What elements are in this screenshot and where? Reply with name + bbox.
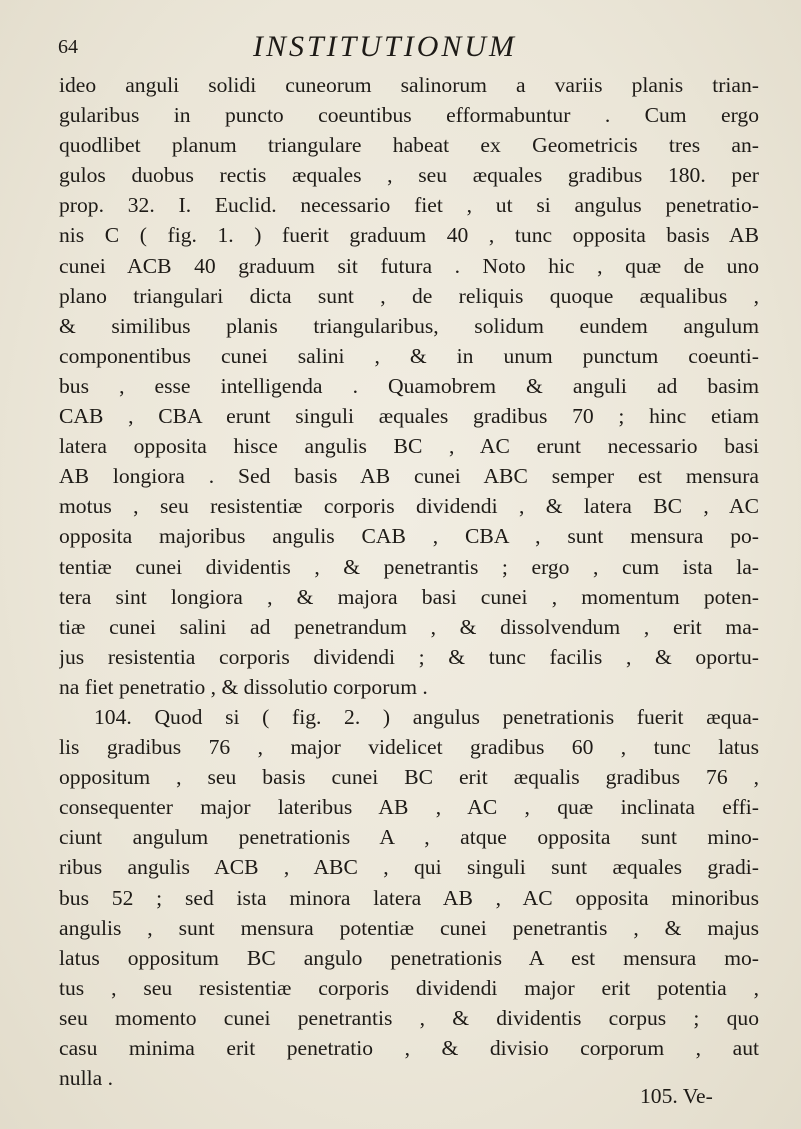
text-line: motus , seu resistentiæ corporis dividendi , & latera BC , AC bbox=[59, 494, 759, 519]
catchword: 105. Ve- bbox=[640, 1084, 713, 1108]
text-line: casu minima erit penetratio , & divisio corporum , aut bbox=[59, 1036, 759, 1060]
section-104-start-line: 104. Quod si ( fig. 2. ) angulus penetrationis fuerit æqua- bbox=[94, 704, 759, 729]
text-line: cunei ACB 40 graduum sit futura . Noto hic , quæ de uno bbox=[59, 253, 759, 278]
text-line: gulos duobus rectis æquales , seu æquales gradibus 180. per bbox=[59, 163, 759, 188]
text-line: tiæ cunei salini ad penetrandum , & dissolvendum , erit ma- bbox=[59, 614, 759, 639]
paragraph-end-line: na fiet penetratio , & dissolutio corporum . bbox=[59, 674, 428, 699]
text-line: tera sint longiora , & majora basi cunei , momentum poten- bbox=[59, 584, 759, 609]
running-title: INSTITUTIONUM bbox=[253, 30, 518, 63]
text-line: latera opposita hisce angulis BC , AC erunt necessario basi bbox=[59, 434, 759, 459]
page-header bbox=[58, 30, 758, 64]
text-line: bus , esse intelligenda . Quamobrem & anguli ad basim bbox=[59, 373, 759, 398]
text-line: latus oppositum BC angulo penetrationis A est mensura mo- bbox=[59, 945, 759, 970]
text-line: quodlibet planum triangulare habeat ex Geometricis tres an- bbox=[59, 133, 759, 158]
text-line: oppositum , seu basis cunei BC erit æqualis gradibus 76 , bbox=[59, 765, 759, 790]
paragraph-end-line: nulla . bbox=[59, 1066, 113, 1091]
text-line: ciunt angulum penetrationis A , atque opposita sunt mino- bbox=[59, 825, 759, 850]
text-line: componentibus cunei salini , & in unum punctum coeunti- bbox=[59, 343, 759, 368]
text-line: prop. 32. I. Euclid. necessario fiet , ut si angulus penetratio- bbox=[59, 193, 759, 218]
text-line: jus resistentia corporis dividendi ; & tunc facilis , & oportu- bbox=[59, 644, 759, 669]
text-line: nis C ( fig. 1. ) fuerit graduum 40 , tunc opposita basis AB bbox=[59, 223, 759, 248]
text-line: ribus angulis ACB , ABC , qui singuli sunt æquales gradi- bbox=[59, 855, 759, 880]
text-line: plano triangulari dicta sunt , de reliquis quoque æqualibus , bbox=[59, 283, 759, 308]
text-line: ideo anguli solidi cuneorum salinorum a variis planis trian- bbox=[59, 73, 759, 97]
text-line: & similibus planis triangularibus, solidum eundem angulum bbox=[59, 313, 759, 338]
text-line: bus 52 ; sed ista minora latera AB , AC opposita minoribus bbox=[59, 885, 759, 910]
text-line: gularibus in puncto coeuntibus efformabuntur . Cum ergo bbox=[59, 103, 759, 128]
text-line: opposita majoribus angulis CAB , CBA , sunt mensura po- bbox=[59, 524, 759, 549]
text-line: consequenter major lateribus AB , AC , quæ inclinata effi- bbox=[59, 795, 759, 820]
text-line: angulis , sunt mensura potentiæ cunei penetrantis , & majus bbox=[59, 915, 759, 940]
text-line: seu momento cunei penetrantis , & dividentis corpus ; quo bbox=[59, 1005, 759, 1030]
text-line: lis gradibus 76 , major videlicet gradibus 60 , tunc latus bbox=[59, 735, 759, 760]
body-text bbox=[59, 70, 759, 1093]
text-line: CAB , CBA erunt singuli æquales gradibus 70 ; hinc etiam bbox=[59, 404, 759, 429]
text-line: tentiæ cunei dividentis , & penetrantis ; ergo , cum ista la- bbox=[59, 554, 759, 579]
text-line: tus , seu resistentiæ corporis dividendi major erit potentia , bbox=[59, 975, 759, 1000]
page-number: 64 bbox=[58, 36, 78, 58]
text-line: AB longiora . Sed basis AB cunei ABC semper est mensura bbox=[59, 464, 759, 489]
